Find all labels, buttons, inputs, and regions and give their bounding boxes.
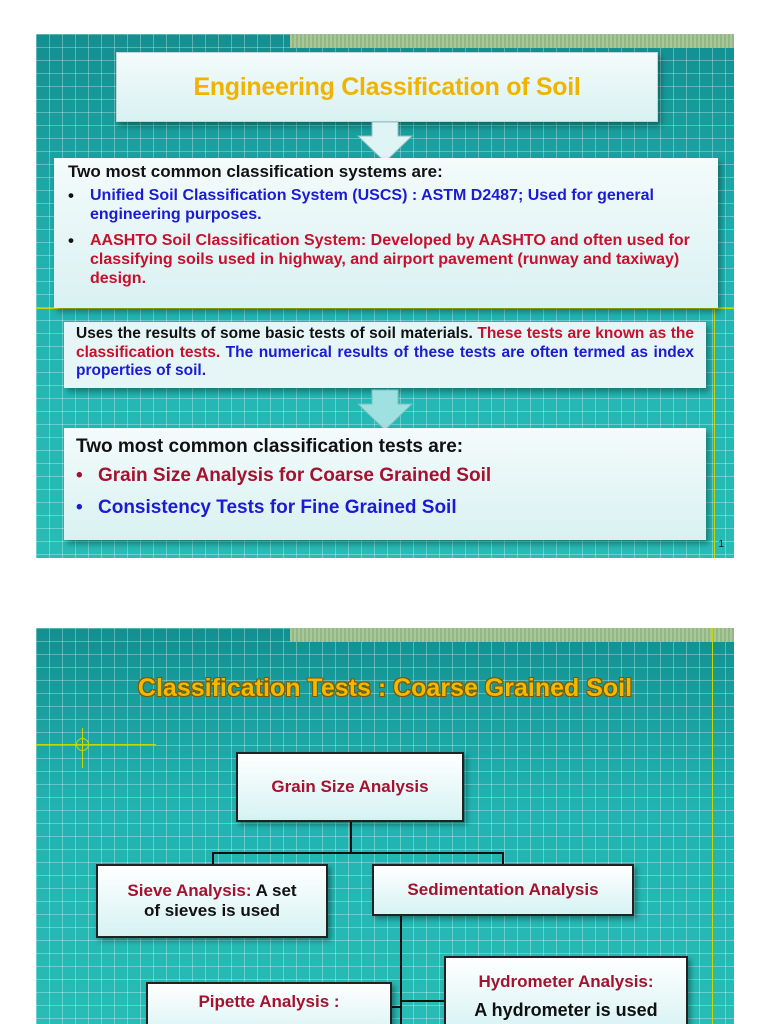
grain-size-test: Grain Size Analysis for Coarse Grained Soil (98, 465, 492, 486)
sedimentation-label: Sedimentation Analysis (407, 880, 599, 899)
slide-1 (36, 34, 734, 558)
uses-text-index: The numerical results of these tests are often termed as index properties of soil. (76, 343, 694, 379)
list-item (76, 497, 694, 519)
connector-line (212, 852, 214, 864)
hydrometer-node (444, 956, 688, 1024)
consistency-test: Consistency Tests for Fine Grained Soil (98, 497, 457, 518)
hydrometer-label: Hydrometer Analysis: (478, 972, 654, 991)
systems-heading: Two most common classification systems are: (68, 162, 443, 181)
uses-box (64, 322, 706, 388)
connector-line (392, 1006, 402, 1008)
page-number: 1 (718, 539, 724, 550)
grain-size-label: Grain Size Analysis (271, 777, 429, 796)
systems-box (54, 158, 718, 308)
sieve-label: Sieve Analysis: (127, 881, 252, 900)
slide-title: Classification Tests : Coarse Grained Soil (137, 674, 633, 702)
connector-line (212, 852, 504, 854)
corner-pattern (290, 34, 734, 48)
bullet-icon: • (76, 465, 83, 486)
uscs-text: Unified Soil Classification System (USCS) : ASTM D2487; Used for general engineering purposes. (90, 187, 654, 223)
down-arrow-icon (358, 390, 412, 430)
sieve-node (96, 864, 328, 938)
title-box (116, 52, 658, 122)
tests-heading: Two most common classification tests are: (76, 436, 464, 457)
connector-line (350, 822, 352, 852)
grain-size-node (236, 752, 464, 822)
guide-line (36, 744, 156, 745)
list-item (76, 465, 694, 487)
sieve-text-line-2: of sieves is used (143, 901, 281, 920)
corner-pattern (290, 628, 734, 642)
uses-text: Uses the results of some basic tests of soil materials. (76, 325, 478, 342)
aashto-text: AASHTO Soil Classification System: Developed by AASHTO and often used for classifying soils used in highway, and airport pavement (runway and taxiway) design. (90, 232, 690, 287)
list-item (68, 231, 706, 288)
connector-line (400, 1000, 444, 1002)
sieve-text: A set (251, 881, 297, 900)
connector-line (502, 852, 504, 864)
slide-title: Engineering Classification of Soil (193, 72, 581, 101)
down-arrow-icon (358, 122, 412, 162)
pipette-label: Pipette Analysis : (198, 992, 340, 1011)
pipette-node (146, 982, 392, 1024)
sieve-line-1 (127, 881, 296, 901)
list-item (68, 186, 706, 224)
guide-line (36, 308, 734, 309)
tests-box (64, 428, 706, 540)
bullet-icon: • (76, 497, 83, 518)
uses-text-highlight: These tests are known as the classification tests. (76, 325, 694, 361)
bullet-icon: • (68, 231, 74, 250)
hydrometer-text: A hydrometer is used (474, 1000, 658, 1020)
slide-2 (36, 628, 734, 1024)
sedimentation-node (372, 864, 634, 916)
bullet-icon: • (68, 186, 74, 205)
registration-mark-icon (76, 738, 89, 751)
